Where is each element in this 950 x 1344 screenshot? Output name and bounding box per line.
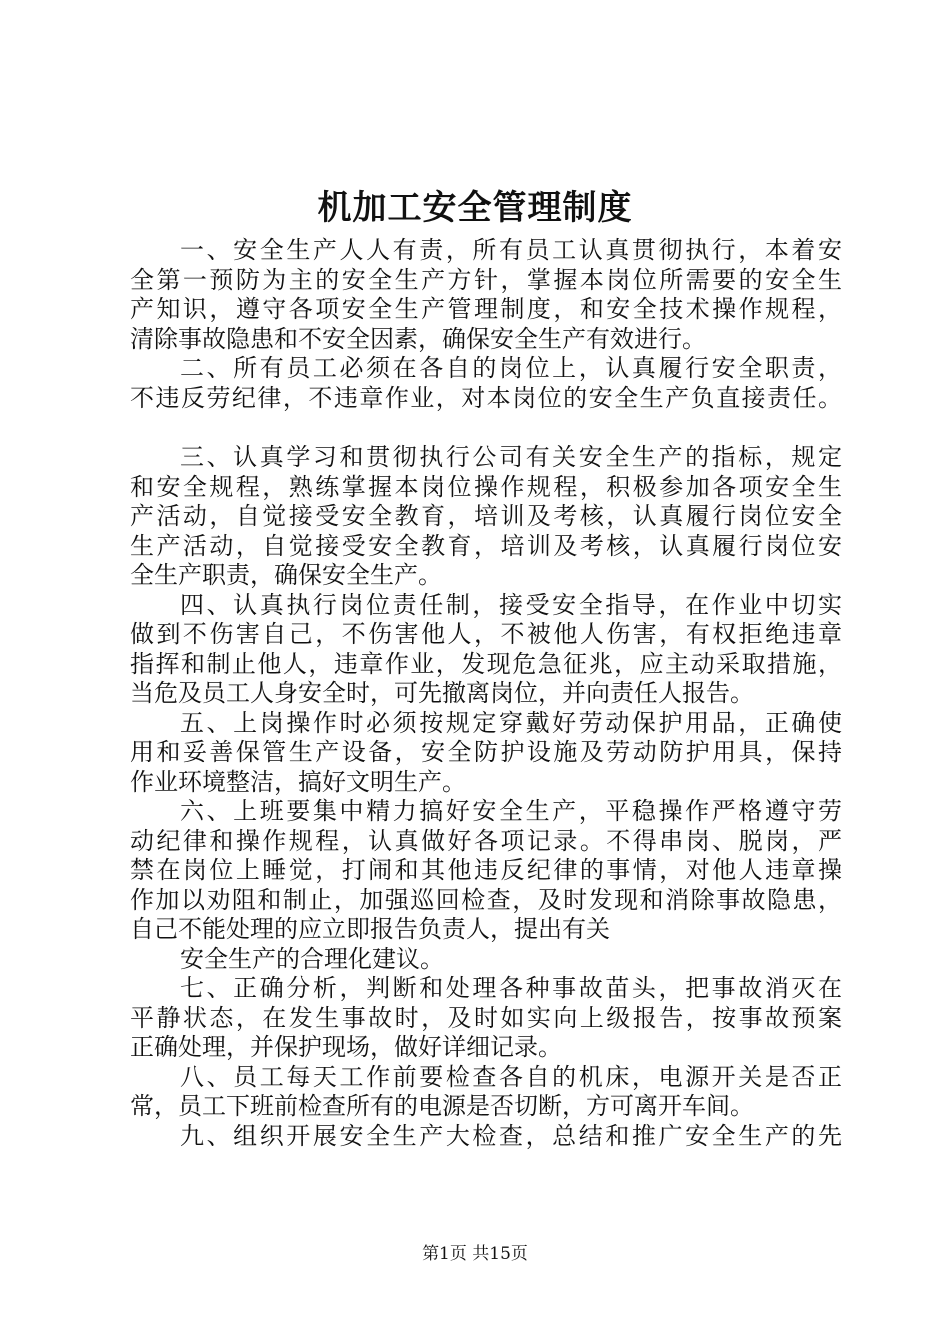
document-body (130, 236, 842, 1151)
paragraph-5-line-3: 作业环境整洁，搞好文明生产。 (130, 767, 466, 796)
paragraph-4-line-1: 四、认真执行岗位责任制，接受安全指导，在作业中切实 (180, 590, 842, 619)
paragraph-2-line-1: 二、所有员工必须在各自的岗位上，认真履行安全职责， (180, 354, 842, 382)
paragraph-6-line-3: 禁在岗位上睡觉，打闹和其他违反纪律的事情，对他人违章操 (130, 856, 842, 884)
paragraph-7-line-2: 平静状态，在发生事故时，及时如实向上级报告，按事故预案 (130, 1003, 842, 1032)
paragraph-8-line-2: 常，员工下班前检查所有的电源是否切断，方可离开车间。 (130, 1092, 754, 1120)
paragraph-1-line-1: 一、安全生产人人有责，所有员工认真贯彻执行，本着安 (180, 236, 842, 264)
paragraph-1-line-2: 全第一预防为主的安全生产方针，掌握本岗位所需要的安全生 (130, 265, 842, 294)
paragraph-5-line-2: 用和妥善保管生产设备，安全防护设施及劳动防护用具，保持 (130, 738, 842, 766)
paragraph-9-line-1: 九、组织开展安全生产大检查，总结和推广安全生产的先 (180, 1121, 842, 1150)
paragraph-6-line-6: 安全生产的合理化建议。 (180, 944, 444, 973)
paragraph-1-line-3: 产知识，遵守各项安全生产管理制度，和安全技术操作规程， (130, 295, 842, 323)
paragraph-4-line-3: 指挥和制止他人，违章作业，发现危急征兆，应主动采取措施， (130, 649, 842, 678)
paragraph-4-line-2: 做到不伤害自己，不伤害他人，不被他人伤害，有权拒绝违章 (130, 620, 842, 648)
paragraph-2-line-2: 不违反劳纪律，不违章作业，对本岗位的安全生产负直接责任。 (130, 383, 842, 412)
paragraph-5-line-1: 五、上岗操作时必须按规定穿戴好劳动保护用品，正确使 (180, 708, 842, 737)
paragraph-4-line-4: 当危及员工人身安全时，可先撤离岗位，并向责任人报告。 (130, 679, 754, 707)
paragraph-3-line-2: 和安全规程，熟练掌握本岗位操作规程，积极参加各项安全生 (130, 472, 842, 501)
paragraph-7-line-1: 七、正确分析，判断和处理各种事故苗头，把事故消灭在 (180, 974, 842, 1002)
paragraph-6-line-4: 作加以劝阻和制止，加强巡回检查，及时发现和消除事故隐患， (130, 885, 842, 914)
paragraph-1-line-4: 清除事故隐患和不安全因素，确保安全生产有效进行。 (130, 324, 706, 353)
paragraph-spacer (130, 413, 842, 443)
paragraph-3-line-1: 三、认真学习和贯彻执行公司有关安全生产的指标，规定 (180, 443, 842, 471)
paragraph-6-line-5: 自己不能处理的应立即报告负责人，提出有关 (130, 915, 610, 943)
paragraph-3-line-3: 产活动，自觉接受安全教育，培训及考核，认真履行岗位安全 (130, 502, 842, 530)
paragraph-8-line-1: 八、员工每天工作前要检查各自的机床，电源开关是否正 (180, 1062, 842, 1091)
paragraph-6-line-1: 六、上班要集中精力搞好安全生产，平稳操作严格遵守劳 (180, 797, 842, 825)
document-title: 机加工安全管理制度 (317, 188, 633, 228)
paragraph-6-line-2: 动纪律和操作规程，认真做好各项记录。不得串岗、脱岗，严 (130, 826, 842, 855)
paragraph-3-line-4: 生产活动，自觉接受安全教育，培训及考核，认真履行岗位安 (130, 531, 842, 560)
page-number-footer: 第1页 共15页 (422, 1244, 528, 1264)
paragraph-3-line-5: 全生产职责，确保安全生产。 (130, 561, 442, 589)
paragraph-7-line-3: 正确处理，并保护现场，做好详细记录。 (130, 1033, 562, 1061)
